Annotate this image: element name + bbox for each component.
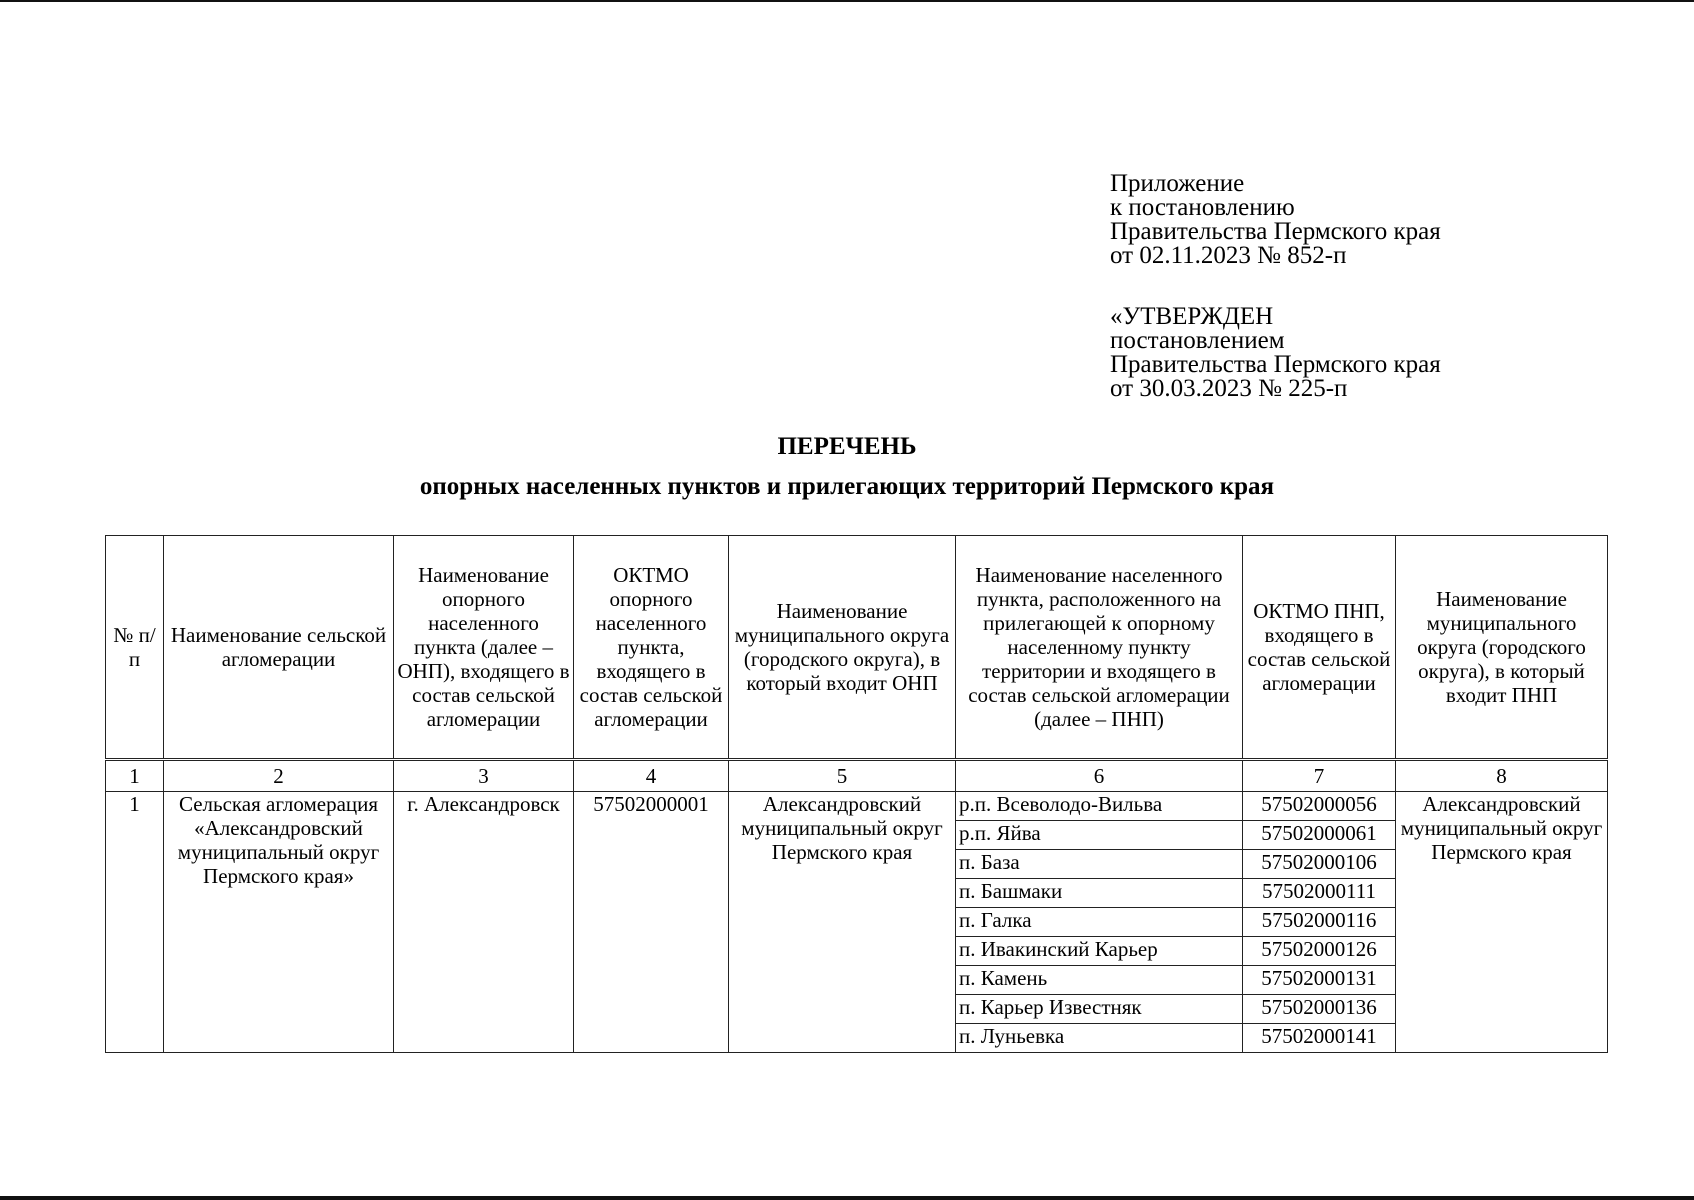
header-cell-onp-district: Наименование муниципального округа (городского округа), в который входит ОНП — [729, 536, 956, 760]
pnp-name: п. Ивакинский Карьер — [956, 937, 1243, 966]
appendix-line: от 02.11.2023 № 852-п — [1110, 242, 1347, 269]
approval-note — [1110, 305, 1441, 401]
pnp-name: р.п. Яйва — [956, 821, 1243, 850]
pnp-name: р.п. Всеволодо-Вильва — [956, 792, 1243, 821]
approval-line: Правительства Пермского края — [1110, 351, 1441, 378]
column-number: 4 — [574, 760, 729, 792]
document-title: ПЕРЕЧЕНЬ — [777, 433, 917, 460]
pnp-oktmo: 57502000136 — [1243, 995, 1396, 1024]
column-number-row — [106, 760, 1608, 792]
pnp-oktmo: 57502000126 — [1243, 937, 1396, 966]
pnp-oktmo: 57502000131 — [1243, 966, 1396, 995]
pnp-name: п. Карьер Известняк — [956, 995, 1243, 1024]
pnp-oktmo: 57502000111 — [1243, 879, 1396, 908]
approval-line: от 30.03.2023 № 225-п — [1110, 375, 1348, 402]
pnp-name: п. Камень — [956, 966, 1243, 995]
document-subtitle: опорных населенных пунктов и прилегающих территорий Пермского края — [419, 473, 1275, 500]
pnp-district: Александровский муниципальный округ Пермского края — [1396, 792, 1608, 1053]
header-cell-onp-name: Наименование опорного населенного пункта (далее – ОНП), входящего в состав сельской агломерации — [394, 536, 574, 760]
approval-line: «УТВЕРЖДЕН — [1110, 303, 1274, 330]
approval-line: постановлением — [1110, 327, 1285, 354]
header-cell-onp-oktmo: ОКТМО опорного населенного пункта, входящего в состав сельской агломерации — [574, 536, 729, 760]
onp-name: г. Александровск — [394, 792, 574, 1053]
header-cell-pnp-oktmo: ОКТМО ПНП, входящего в состав сельской агломерации — [1243, 536, 1396, 760]
header-row — [106, 536, 1608, 760]
header-cell-number: № п/п — [106, 536, 164, 760]
header-cell-agglomeration: Наименование сельской агломерации — [164, 536, 394, 760]
pnp-name: п. Башмаки — [956, 879, 1243, 908]
onp-district: Александровский муниципальный округ Пермского края — [729, 792, 956, 1053]
pnp-name: п. Луньевка — [956, 1024, 1243, 1053]
pnp-oktmo: 57502000056 — [1243, 792, 1396, 821]
pnp-oktmo: 57502000106 — [1243, 850, 1396, 879]
column-number: 8 — [1396, 760, 1608, 792]
table-row — [106, 792, 1608, 821]
appendix-note — [1110, 172, 1441, 268]
pnp-name: п. Галка — [956, 908, 1243, 937]
pnp-oktmo: 57502000116 — [1243, 908, 1396, 937]
column-number: 5 — [729, 760, 956, 792]
header-cell-pnp-name: Наименование населенного пункта, расположенного на прилегающей к опорному населенному пункту территории и входящего в состав сельской агломерации (далее – ПНП) — [956, 536, 1243, 760]
row-number: 1 — [106, 792, 164, 1053]
column-number: 1 — [106, 760, 164, 792]
settlements-table — [105, 535, 1608, 1053]
appendix-line: к постановлению — [1110, 194, 1295, 221]
column-number: 6 — [956, 760, 1243, 792]
appendix-line: Приложение — [1110, 170, 1245, 197]
pnp-oktmo: 57502000141 — [1243, 1024, 1396, 1053]
column-number: 2 — [164, 760, 394, 792]
column-number: 3 — [394, 760, 574, 792]
column-number: 7 — [1243, 760, 1396, 792]
page-top-border — [0, 0, 1694, 2]
onp-oktmo: 57502000001 — [574, 792, 729, 1053]
page-bottom-border — [0, 1196, 1694, 1200]
header-cell-pnp-district: Наименование муниципального округа (городского округа), в который входит ПНП — [1396, 536, 1608, 760]
pnp-name: п. База — [956, 850, 1243, 879]
appendix-line: Правительства Пермского края — [1110, 218, 1441, 245]
pnp-oktmo: 57502000061 — [1243, 821, 1396, 850]
agglomeration-name: Сельская агломерация «Александровский муниципальный округ Пермского края» — [164, 792, 394, 1053]
